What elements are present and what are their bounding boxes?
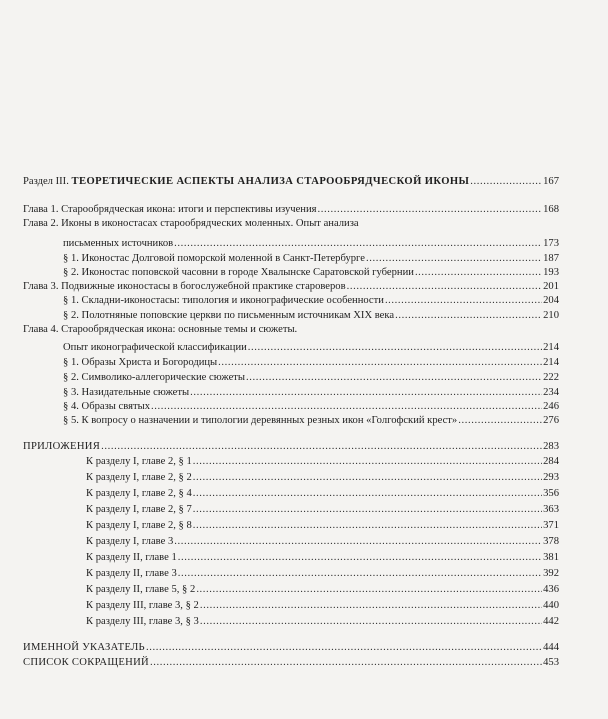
toc-entry-ch4-par3: § 3. Назидательные сюжеты ..... 234 (63, 386, 559, 400)
page-number: 204 (543, 295, 559, 306)
leader-dots (193, 487, 542, 501)
toc-entry-ch4-par1: § 1. Образы Христа и Богородицы ..... 214 (63, 356, 559, 370)
toc-entry-ch2-par1: § 1. Иконостас Долговой поморской моленной в Санкт-Петербурге ..... 187 (63, 252, 559, 266)
leader-dots (470, 175, 542, 189)
leader-dots (174, 535, 542, 549)
page-number: 378 (543, 536, 559, 547)
toc-entry-section3 (23, 175, 559, 189)
page-number: 356 (543, 488, 559, 499)
page-number: 214 (543, 342, 559, 353)
leader-dots (248, 341, 542, 355)
leader-dots (151, 400, 542, 414)
appendix-item: К разделу III, главе 3, § 3 ..... 442 (86, 615, 559, 629)
page-number: 392 (543, 568, 559, 579)
toc-entry-ch4-par2: § 2. Символико-аллегорические сюжеты ..... 222 (63, 371, 559, 385)
page-number: 440 (543, 600, 559, 611)
leader-dots (174, 237, 542, 251)
appendix-item: К разделу II, главе 5, § 2 ..... 436 (86, 583, 559, 597)
appendix-item: К разделу II, главе 1 ..... 381 (86, 551, 559, 565)
leader-dots (200, 615, 542, 629)
toc-entry-ch3-par2: § 2. Полотняные поповские церкви по письменным источникам XIX века ..... 210 (63, 309, 559, 323)
appendix-item: К разделу I, главе 2, § 1 ..... 284 (86, 455, 559, 469)
leader-dots (318, 203, 543, 217)
toc-entry-chapter4-cont: Опыт иконографической классификации ..... 214 (63, 341, 559, 355)
toc-entry-chapter2: Глава 2. Иконы в иконостасах старообрядческих моленных. Опыт анализа (23, 218, 359, 229)
leader-dots (395, 309, 542, 323)
leader-dots (193, 503, 542, 517)
leader-dots (246, 371, 542, 385)
page-number: 444 (543, 642, 559, 653)
page-number: 167 (543, 176, 559, 187)
page-number: 381 (543, 552, 559, 563)
page-number: 193 (543, 267, 559, 278)
leader-dots (347, 280, 543, 294)
section-label: Раздел III. ТЕОРЕТИЧЕСКИЕ АСПЕКТЫ АНАЛИЗА СТАРООБРЯДЧЕСКОЙ ИКОНЫ (23, 176, 470, 187)
page-number: 284 (543, 456, 559, 467)
leader-dots (366, 252, 542, 266)
leader-dots (193, 471, 542, 485)
page-number: 173 (543, 238, 559, 249)
page-number: 293 (543, 472, 559, 483)
toc-entry-ch4-par4: § 4. Образы святых ..... 246 (63, 400, 559, 414)
appendix-item: К разделу I, главе 2, § 7 ..... 363 (86, 503, 559, 517)
appendix-item: К разделу I, главе 2, § 2 ..... 293 (86, 471, 559, 485)
toc-entry-name-index: ИМЕННОЙ УКАЗАТЕЛЬ ..... 444 (23, 641, 559, 655)
appendix-item: К разделу II, главе 3 ..... 392 (86, 567, 559, 581)
page-number: 201 (543, 281, 559, 292)
toc-entry-chapter3: Глава 3. Подвижные иконостасы в богослужебной практике староверов ..... 201 (23, 280, 559, 294)
leader-dots (218, 356, 542, 370)
leader-dots (200, 599, 542, 613)
page-number: 276 (543, 415, 559, 426)
page-number: 453 (543, 657, 559, 668)
appendix-item: К разделу III, главе 3, § 2 ..... 440 (86, 599, 559, 613)
toc-entry-abbreviations: СПИСОК СОКРАЩЕНИЙ ..... 453 (23, 656, 559, 670)
toc-entry-ch2-par2: § 2. Иконостас поповской часовни в городе Хвалынске Саратовской губернии ..... 193 (63, 266, 559, 280)
page-number: 187 (543, 253, 559, 264)
page-number: 234 (543, 387, 559, 398)
toc-entry-chapter1: Глава 1. Старообрядческая икона: итоги и перспективы изучения ..... 168 (23, 203, 559, 217)
leader-dots (196, 583, 542, 597)
leader-dots (150, 656, 542, 670)
page-number: 168 (543, 204, 559, 215)
page-number: 363 (543, 504, 559, 515)
leader-dots (458, 414, 542, 428)
page-number: 246 (543, 401, 559, 412)
appendix-item: К разделу I, главе 2, § 4 ..... 356 (86, 487, 559, 501)
leader-dots (193, 455, 542, 469)
section-title: ТЕОРЕТИЧЕСКИЕ АСПЕКТЫ АНАЛИЗА СТАРООБРЯДЧЕСКОЙ ИКОНЫ (71, 176, 470, 187)
page-number: 210 (543, 310, 559, 321)
leader-dots (178, 551, 542, 565)
page-number: 371 (543, 520, 559, 531)
appendix-item: К разделу I, главе 2, § 8 ..... 371 (86, 519, 559, 533)
page-number: 283 (543, 441, 559, 452)
toc-entry-chapter2-cont: письменных источников ..... 173 (63, 237, 559, 251)
page-number: 436 (543, 584, 559, 595)
page-number: 214 (543, 357, 559, 368)
page-number: 442 (543, 616, 559, 627)
page-number: 222 (543, 372, 559, 383)
leader-dots (193, 519, 542, 533)
toc-entry-ch3-par1: § 1. Складни-иконостасы: типология и иконографические особенности ..... 204 (63, 294, 559, 308)
leader-dots (146, 641, 542, 655)
leader-dots (385, 294, 542, 308)
appendix-item: К разделу I, главе 3 ..... 378 (86, 535, 559, 549)
leader-dots (190, 386, 542, 400)
leader-dots (101, 440, 542, 454)
toc-entry-ch4-par5: § 5. К вопросу о назначении и типологии деревянных резных икон «Голгофский крест» ..... 276 (63, 414, 559, 428)
leader-dots (178, 567, 542, 581)
toc-entry-chapter4: Глава 4. Старообрядческая икона: основные темы и сюжеты. (23, 324, 298, 335)
leader-dots (415, 266, 542, 280)
toc-entry-appendix: ПРИЛОЖЕНИЯ ..... 283 (23, 440, 559, 454)
